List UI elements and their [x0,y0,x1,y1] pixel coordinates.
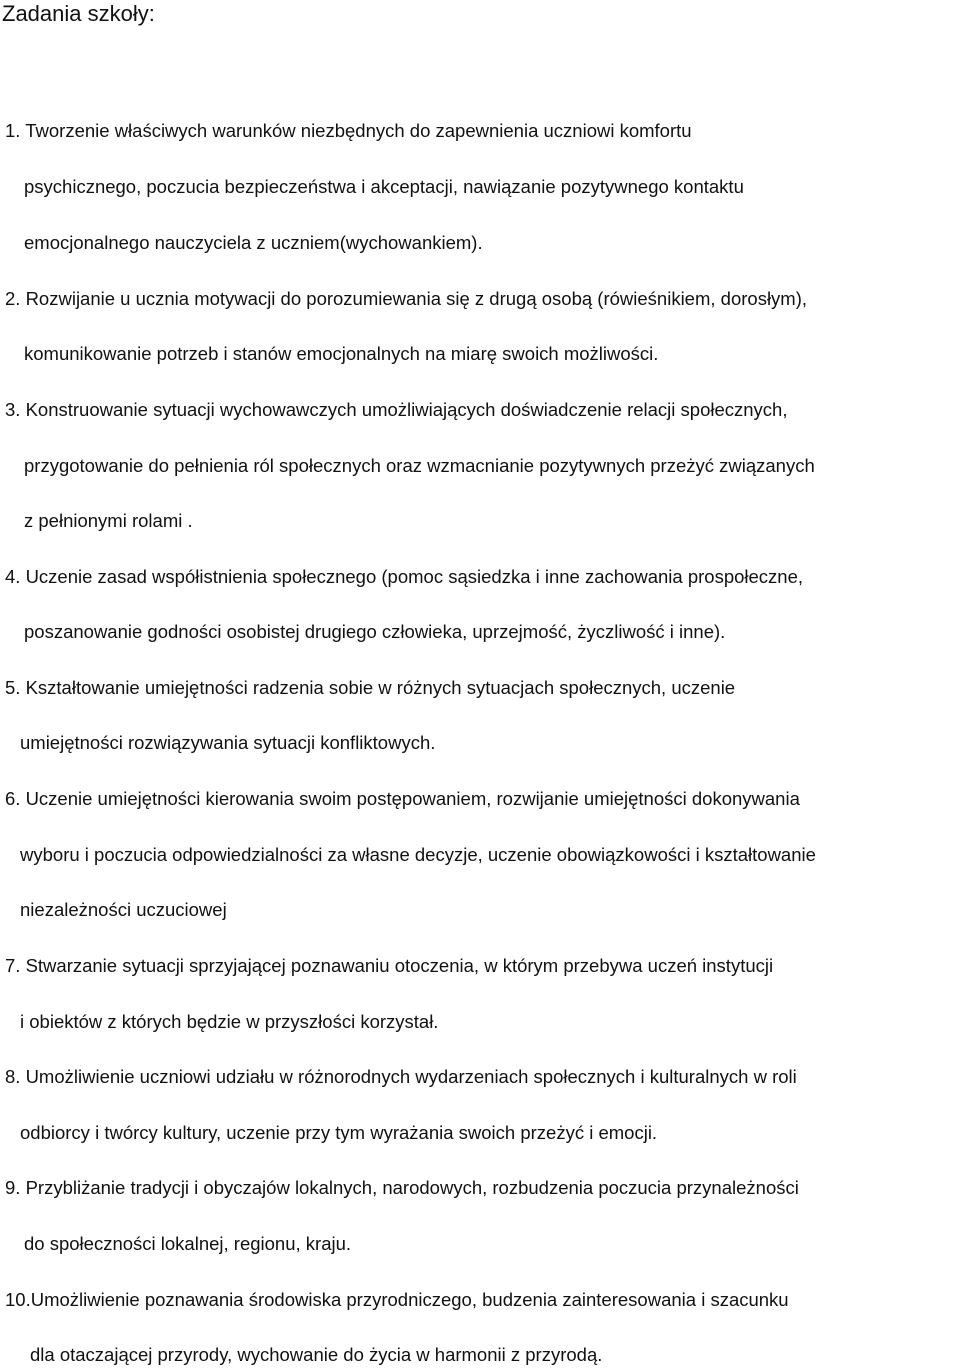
text-line: odbiorcy i twórcy kultury, uczenie przy tym wyrażania swoich przeżyć i emocji. [20,1122,658,1143]
text-line: 1. Tworzenie właściwych warunków niezbędnych do zapewnienia uczniowi komfortu [5,120,692,141]
text-line: emocjonalnego nauczyciela z uczniem(wychowankiem). [24,232,483,253]
text-line: 3. Konstruowanie sytuacji wychowawczych umożliwiających doświadczenie relacji społecznych, [5,399,788,420]
text-line: 4. Uczenie zasad współistnienia społecznego (pomoc sąsiedzka i inne zachowania prospołeczne, [5,566,804,587]
text-line: 6. Uczenie umiejętności kierowania swoim postępowaniem, rozwijanie umiejętności dokonywania [5,788,800,809]
text-line: do społeczności lokalnej, regionu, kraju. [24,1233,352,1254]
text-line: 10.Umożliwienie poznawania środowiska przyrodniczego, budzenia zainteresowania i szacunku [5,1289,789,1310]
text-line: komunikowanie potrzeb i stanów emocjonalnych na miarę swoich możliwości. [24,343,659,364]
text-line: przygotowanie do pełnienia ról społecznych oraz wzmacnianie pozytywnych przeżyć związanych [24,455,815,476]
text-line: 5. Kształtowanie umiejętności radzenia sobie w różnych sytuacjach społecznych, uczenie [5,677,736,698]
text-line: umiejętności rozwiązywania sytuacji konfliktowych. [20,732,436,753]
text-line: psychicznego, poczucia bezpieczeństwa i akceptacji, nawiązanie pozytywnego kontaktu [24,176,744,197]
text-line: wyboru i poczucia odpowiedzialności za własne decyzje, uczenie obowiązkowości i kształtowanie [20,844,816,865]
text-line: dla otaczającej przyrody, wychowanie do życia w harmonii z przyrodą. [30,1344,603,1365]
text-line: niezależności uczuciowej [20,899,227,920]
text-line: z pełnionymi rolami . [24,510,193,531]
text-line: poszanowanie godności osobistej drugiego człowieka, uprzejmość, życzliwość i inne). [24,621,726,642]
text-line: 8. Umożliwienie uczniowi udziału w różnorodnych wydarzeniach społecznych i kulturalnych w roli [5,1066,797,1087]
text-line: i obiektów z których będzie w przyszłości korzystał. [20,1011,439,1032]
text-line: 9. Przybliżanie tradycji i obyczajów lokalnych, narodowych, rozbudzenia poczucia przynależności [5,1177,799,1198]
page-title: Zadania szkoły: [2,1,155,26]
text-line: 2. Rozwijanie u ucznia motywacji do porozumiewania się z drugą osobą (rówieśnikiem, dorosłym), [5,288,808,309]
text-line: 7. Stwarzanie sytuacji sprzyjającej poznawaniu otoczenia, w którym przebywa uczeń instytucji [5,955,774,976]
